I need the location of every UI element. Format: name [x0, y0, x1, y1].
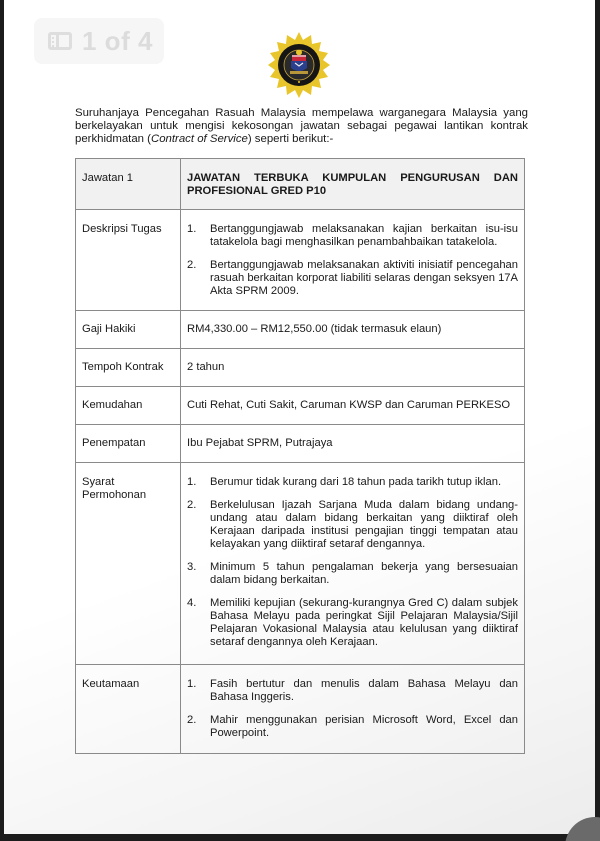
contract-label: Tempoh Kontrak	[76, 349, 181, 387]
position-title-cell	[181, 159, 525, 210]
document-page[interactable]	[4, 0, 595, 834]
description-list	[187, 223, 518, 298]
page-indicator[interactable]	[34, 18, 164, 64]
benefits-value: Cuti Rehat, Cuti Sakit, Caruman KWSP dan Caruman PERKESO	[181, 387, 525, 425]
table-row-description	[76, 210, 525, 311]
list-item	[187, 259, 518, 298]
table-row-placement	[76, 425, 525, 463]
position-title: JAWATAN TERBUKA KUMPULAN PENGURUSAN DAN PROFESIONAL GRED P10	[187, 172, 518, 197]
table-row-position	[76, 159, 525, 210]
preference-list-cell	[181, 665, 525, 754]
salary-label: Gaji Hakiki	[76, 311, 181, 349]
description-list-cell	[181, 210, 525, 311]
list-item-number: 2.	[187, 259, 197, 271]
list-item-text: Minimum 5 tahun pengalaman bekerja yang bersesuaian dalam bidang berkaitan.	[210, 561, 518, 586]
benefits-label: Kemudahan	[76, 387, 181, 425]
table-row-benefits	[76, 387, 525, 425]
intro-paragraph	[75, 107, 528, 146]
list-item-number: 2.	[187, 714, 197, 726]
intro-text-main: Suruhanjaya Pencegahan Rasuah Malaysia mempelawa warganegara Malaysia yang berkelayakan untuk mengisi kekosongan jawatan sebagai pegawai lantikan kontrak perkhidmatan (	[75, 107, 528, 145]
list-item-text: Berumur tidak kurang dari 18 tahun pada tarikh tutup iklan.	[210, 476, 502, 488]
list-item	[187, 714, 518, 740]
requirements-list	[187, 476, 518, 649]
list-item-text: Memiliki kepujian (sekurang-kurangnya Gred C) dalam subjek Bahasa Melayu pada peringkat Sijil Pelajaran Malaysia/Sijil Pelajaran Vokasional Malaysia atau kelulusan yang diiktiraf setaraf dengannya oleh Kerajaan.	[210, 597, 518, 648]
sprm-emblem-logo	[268, 32, 330, 98]
list-item-text: Fasih bertutur dan menulis dalam Bahasa Melayu dan Bahasa Inggeris.	[210, 678, 518, 703]
list-item-text: Bertanggungjawab melaksanakan aktiviti inisiatif pencegahan rasuah berkaitan korporat liabiliti selaras dengan seksyen 17A Akta SPRM 2009.	[210, 259, 518, 297]
salary-value: RM4,330.00 – RM12,550.00 (tidak termasuk elaun)	[181, 311, 525, 349]
list-item-number: 1.	[187, 223, 197, 235]
table-row-contract	[76, 349, 525, 387]
preference-list	[187, 678, 518, 740]
table-row-requirements	[76, 463, 525, 665]
list-item	[187, 476, 518, 489]
intro-text-end: ) seperti berikut:-	[247, 133, 334, 145]
list-item-number: 1.	[187, 678, 197, 690]
requirements-list-cell	[181, 463, 525, 665]
placement-value: Ibu Pejabat SPRM, Putrajaya	[181, 425, 525, 463]
list-item	[187, 561, 518, 587]
description-label: Deskripsi Tugas	[76, 210, 181, 311]
intro-text-italic: Contract of Service	[150, 133, 248, 145]
contract-value: 2 tahun	[181, 349, 525, 387]
list-item-number: 1.	[187, 476, 197, 488]
preference-label: Keutamaan	[76, 665, 181, 754]
list-item	[187, 499, 518, 551]
list-item-number: 3.	[187, 561, 197, 573]
page-count-label: 1 of 4	[82, 25, 153, 56]
list-item	[187, 678, 518, 704]
table-row-preference	[76, 665, 525, 754]
list-item	[187, 597, 518, 649]
list-item-text: Mahir menggunakan perisian Microsoft Word, Excel dan Powerpoint.	[210, 714, 518, 739]
placement-label: Penempatan	[76, 425, 181, 463]
position-label: Jawatan 1	[76, 159, 181, 210]
sidebar-icon[interactable]	[48, 32, 72, 50]
requirements-label: Syarat Permohonan	[76, 463, 181, 665]
list-item-number: 2.	[187, 499, 197, 511]
table-row-salary	[76, 311, 525, 349]
list-item-number: 4.	[187, 597, 197, 609]
list-item	[187, 223, 518, 249]
list-item-text: Bertanggungjawab melaksanakan kajian berkaitan isu-isu tatakelola bagi menghasilkan penambahbaikan tatakelola.	[210, 223, 518, 248]
list-item-text: Berkelulusan Ijazah Sarjana Muda dalam bidang undang-undang atau dalam bidang berkaitan yang diiktiraf oleh Kerajaan daripada institusi pengajian tinggi tempatan atau kelayakan yang diiktiraf setaraf dengannya.	[210, 499, 518, 550]
job-details-table	[75, 158, 525, 754]
